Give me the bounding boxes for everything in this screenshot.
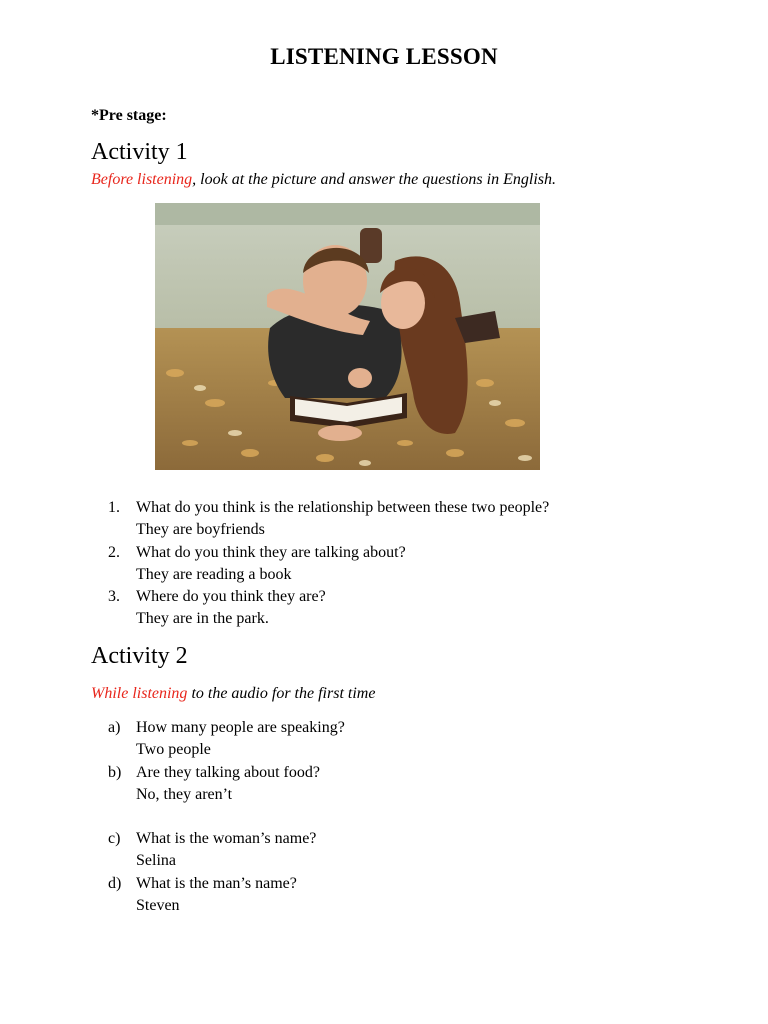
spacer <box>108 806 345 828</box>
activity-1-heading: Activity 1 <box>91 139 188 165</box>
activity-1-question-list <box>108 497 549 631</box>
question-text: What is the woman’s name? <box>136 830 317 848</box>
instruction-highlight: While listening <box>91 685 188 702</box>
question-number: 1. <box>108 499 120 516</box>
question-text: Where do you think they are? <box>136 588 326 606</box>
pre-stage-label: *Pre stage: <box>91 107 167 124</box>
question-text: What do you think they are talking about? <box>136 543 406 561</box>
answer-text: Two people <box>136 741 211 759</box>
answer-text: They are boyfriends <box>136 521 265 539</box>
activity-2-instructions <box>91 685 375 703</box>
activity-2-heading: Activity 2 <box>91 643 188 669</box>
instruction-text: to the audio for the first time <box>187 685 376 702</box>
activity-1-instructions <box>91 171 556 189</box>
question-number: a) <box>108 719 121 736</box>
list-item <box>108 717 345 762</box>
answer-text: Steven <box>136 897 180 915</box>
question-number: c) <box>108 830 121 848</box>
answer-text: They are reading a book <box>136 565 292 583</box>
list-item <box>108 762 345 807</box>
question-number: b) <box>108 763 122 781</box>
answer-text: No, they aren’t <box>136 785 233 803</box>
list-item <box>108 586 549 631</box>
activity-2-question-list <box>108 717 345 917</box>
question-number: d) <box>108 874 122 892</box>
list-item <box>108 828 345 873</box>
couple-reading-photo <box>155 203 540 470</box>
list-item <box>108 873 345 918</box>
list-item <box>108 542 549 587</box>
list-item <box>108 497 549 542</box>
page-title: LISTENING LESSON <box>270 44 498 69</box>
question-text: Are they talking about food? <box>136 763 320 781</box>
question-number: 2. <box>108 543 120 561</box>
answer-text: They are in the park. <box>136 610 269 628</box>
question-text: What do you think is the relationship between these two people? <box>136 499 550 516</box>
instruction-highlight: Before listening <box>91 171 193 188</box>
question-text: How many people are speaking? <box>136 719 345 736</box>
question-text: What is the man’s name? <box>136 874 297 892</box>
question-number: 3. <box>108 588 120 606</box>
answer-text: Selina <box>136 852 176 870</box>
instruction-text: , look at the picture and answer the questions in English. <box>192 171 556 188</box>
